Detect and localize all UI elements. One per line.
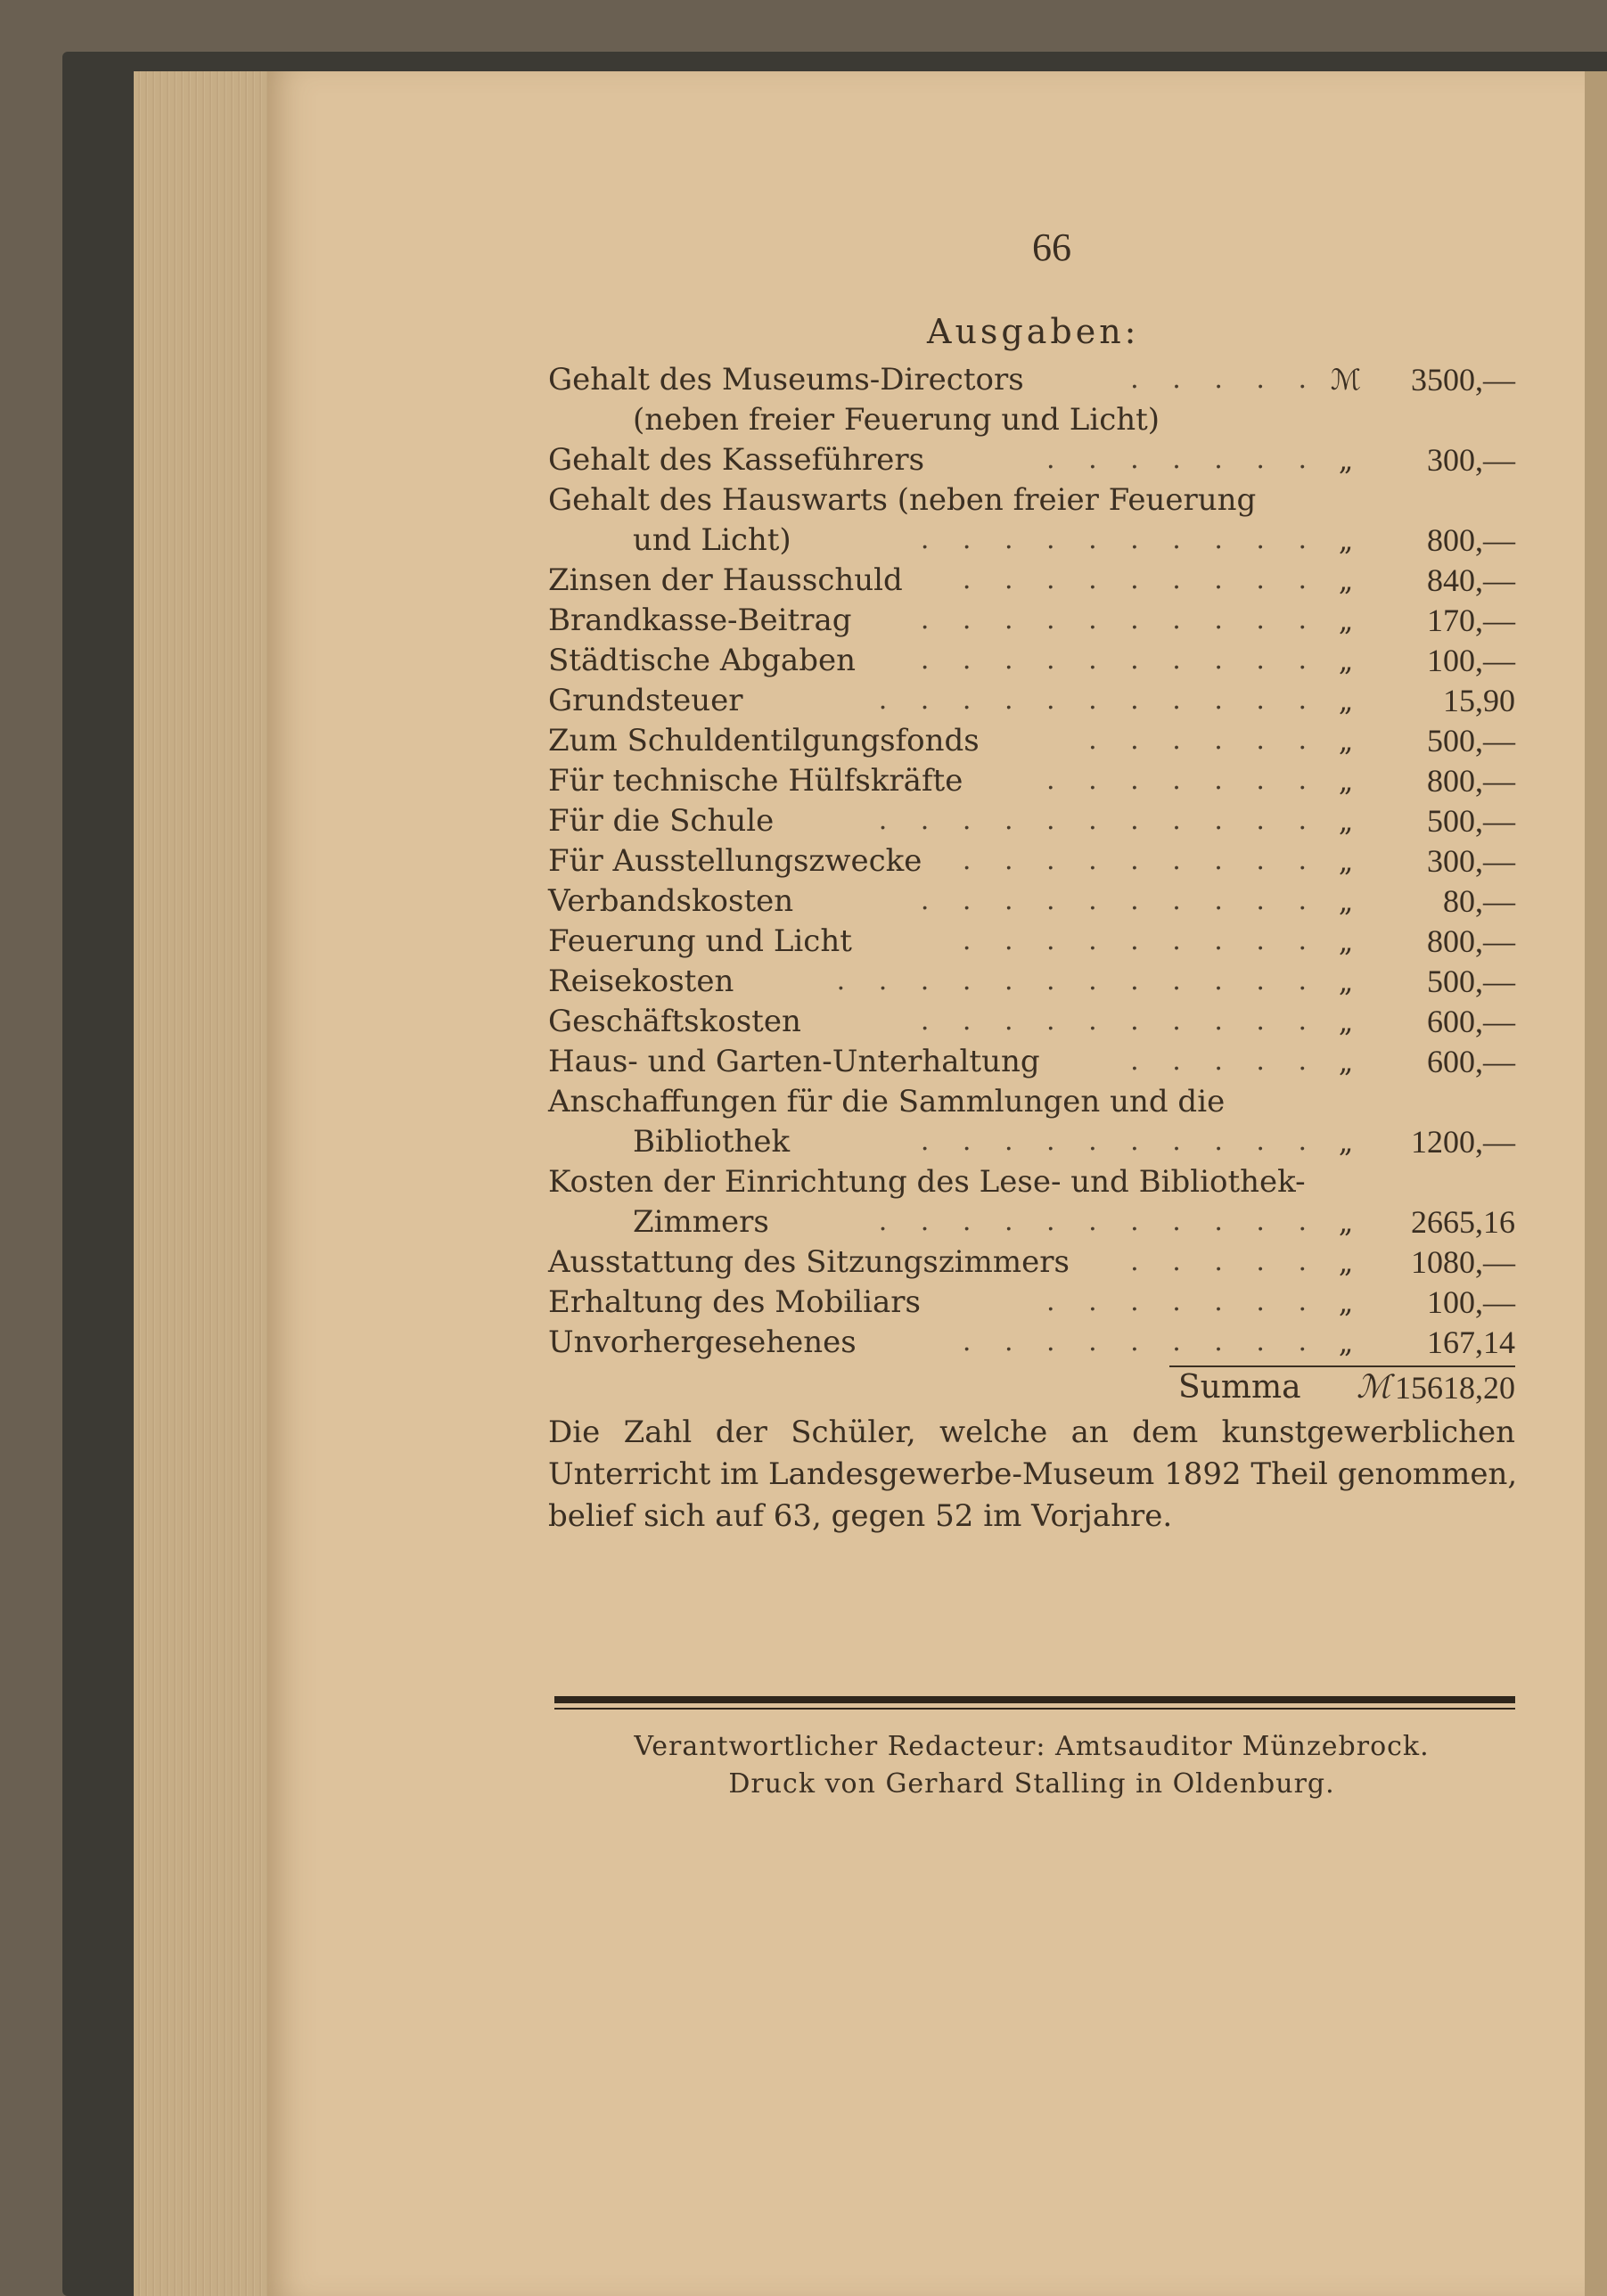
ditto-mark: „ xyxy=(1338,724,1354,758)
expense-amount: 600,— xyxy=(1427,1044,1515,1079)
expense-row: . . . . . . . Erhaltung des Mobiliars „ 100,— xyxy=(548,1284,1515,1320)
page-number: 66 xyxy=(1032,226,1071,269)
expense-label: Kosten der Einrichtung des Lese- und Bibliothek- xyxy=(548,1164,1306,1200)
ditto-mark: „ xyxy=(1338,844,1354,878)
expense-row: . . . . . Ausstattung des Sitzungszimmers „ 1080,— xyxy=(548,1244,1515,1280)
expense-amount: 3500,— xyxy=(1411,362,1515,398)
expense-amount: 1080,— xyxy=(1411,1244,1515,1280)
expense-label: (neben freier Feuerung und Licht) xyxy=(633,402,1160,438)
expense-row: . . . . . Gehalt des Museums-Directors ℳ 3500,— xyxy=(548,362,1515,398)
expense-row: . . . . . . . Für technische Hülfskräfte „ 800,— xyxy=(548,763,1515,799)
expense-amount: 500,— xyxy=(1427,723,1515,758)
expense-row: . . . . . . . . . . und Licht) „ 800,— xyxy=(633,522,1515,558)
expense-row: . . . . . . . . . . Bibliothek „ 1200,— xyxy=(633,1124,1515,1160)
expense-label: Ausstattung des Sitzungszimmers xyxy=(548,1244,1070,1280)
expense-row: . . . . . . . . . . Städtische Abgaben „ 100,— xyxy=(548,643,1515,678)
expense-amount: 167,14 xyxy=(1427,1324,1515,1360)
ditto-mark: „ xyxy=(1338,684,1354,718)
editor-line: Verantwortlicher Redacteur: Amtsauditor Münzebrock. xyxy=(634,1731,1430,1762)
expense-label: Für die Schule xyxy=(548,803,775,839)
total-label: Summa xyxy=(1178,1369,1301,1406)
ditto-mark: „ xyxy=(1338,1205,1354,1239)
expense-row: . . . . . . . . . Für Ausstellungszwecke „ 300,— xyxy=(548,843,1515,879)
ditto-mark: „ xyxy=(1338,563,1354,597)
currency-mark: ℳ xyxy=(1330,363,1362,397)
expense-amount: 100,— xyxy=(1427,643,1515,678)
expense-amount: 600,— xyxy=(1427,1004,1515,1039)
expense-amount: 300,— xyxy=(1427,442,1515,478)
expense-label: Gehalt des Kasseführers xyxy=(548,442,925,478)
expense-label: Feuerung und Licht xyxy=(548,923,852,959)
expense-label: und Licht) xyxy=(633,522,791,558)
expense-label: Haus- und Garten-Unterhaltung xyxy=(548,1044,1040,1079)
expense-label: Unvorhergesehenes xyxy=(548,1324,857,1360)
ditto-mark: „ xyxy=(1338,764,1354,798)
expense-amount: 15,90 xyxy=(1443,683,1515,718)
ditto-mark: „ xyxy=(1338,884,1354,918)
expense-amount: 500,— xyxy=(1427,964,1515,999)
expense-amount: 1200,— xyxy=(1411,1124,1515,1160)
total-amount: 15618,20 xyxy=(1395,1370,1515,1406)
ditto-mark: „ xyxy=(1338,1125,1354,1159)
expense-row: . . . . . . . . . . . . Reisekosten „ 500,— xyxy=(548,964,1515,999)
expense-amount: 500,— xyxy=(1427,803,1515,839)
ditto-mark: „ xyxy=(1338,1045,1354,1078)
expense-row: . . . . . Haus- und Garten-Unterhaltung „ 600,— xyxy=(548,1044,1515,1079)
expense-amount: 300,— xyxy=(1427,843,1515,879)
ditto-mark: „ xyxy=(1338,1285,1354,1319)
expense-label: Verbandskosten xyxy=(548,883,794,919)
expense-label: Grundsteuer xyxy=(548,683,743,718)
paragraph-line: Unterricht im Landesgewerbe-Museum 1892 Theil genommen, xyxy=(548,1456,1518,1492)
expense-label: Geschäftskosten xyxy=(548,1004,801,1039)
paragraph-line: belief sich auf 63, gegen 52 im Vorjahre. xyxy=(548,1498,1173,1534)
expense-row xyxy=(548,1162,1515,1201)
expense-row-continuation xyxy=(548,400,1515,439)
ditto-mark: „ xyxy=(1338,1325,1354,1359)
expense-label: Gehalt des Museums-Directors xyxy=(548,362,1024,398)
expense-row: . . . . . . . Gehalt des Kasseführers „ 300,— xyxy=(548,442,1515,478)
expense-label: Erhaltung des Mobiliars xyxy=(548,1284,921,1320)
expense-row: . . . . . . . . . . Geschäftskosten „ 600,— xyxy=(548,1004,1515,1039)
expense-amount: 800,— xyxy=(1427,522,1515,558)
ditto-mark: „ xyxy=(1338,964,1354,998)
expense-label: Brandkasse-Beitrag xyxy=(548,603,852,638)
ditto-mark: „ xyxy=(1338,644,1354,677)
expense-row: . . . . . . . . . . . Zimmers „ 2665,16 xyxy=(633,1204,1515,1240)
expense-amount: 800,— xyxy=(1427,923,1515,959)
ditto-mark: „ xyxy=(1338,523,1354,557)
expense-amount: 2665,16 xyxy=(1411,1204,1515,1240)
expense-amount: 100,— xyxy=(1427,1284,1515,1320)
expense-row: . . . . . . . . . Unvorhergesehenes „ 167,14 xyxy=(548,1324,1515,1360)
expense-row: . . . . . . . . . . . Für die Schule „ 500,— xyxy=(548,803,1515,839)
ditto-mark: „ xyxy=(1338,603,1354,637)
expense-label: Städtische Abgaben xyxy=(548,643,856,678)
expense-row: . . . . . . . . . . Verbandskosten „ 80,— xyxy=(548,883,1515,919)
expense-row: . . . . . . . . . . . Grundsteuer „ 15,90 xyxy=(548,683,1515,718)
ditto-mark: „ xyxy=(1338,804,1354,838)
footer-rule-thick xyxy=(554,1696,1515,1703)
expense-row xyxy=(548,1082,1515,1121)
expense-row: . . . . . . . . . Zinsen der Hausschuld „ 840,— xyxy=(548,562,1515,598)
expense-label: Gehalt des Hauswarts (neben freier Feuerung xyxy=(548,482,1257,518)
printer-line: Druck von Gerhard Stalling in Oldenburg. xyxy=(728,1768,1335,1800)
ditto-mark: „ xyxy=(1338,443,1354,477)
expense-row: . . . . . . . . . Feuerung und Licht „ 800,— xyxy=(548,923,1515,959)
expense-label: Für Ausstellungszwecke xyxy=(548,843,922,879)
expense-label: Zum Schuldentilgungsfonds xyxy=(548,723,980,758)
expense-amount: 800,— xyxy=(1427,763,1515,799)
expense-label: Reisekosten xyxy=(548,964,734,999)
ditto-mark: „ xyxy=(1338,1004,1354,1038)
expense-amount: 840,— xyxy=(1427,562,1515,598)
total-currency: ℳ xyxy=(1357,1369,1391,1406)
ditto-mark: „ xyxy=(1338,1245,1354,1279)
expense-amount: 80,— xyxy=(1443,883,1515,919)
expense-amount: 170,— xyxy=(1427,603,1515,638)
expense-row: . . . . . . Zum Schuldentilgungsfonds „ 500,— xyxy=(548,723,1515,758)
total-row xyxy=(1168,1366,1515,1409)
footer-rule-thin xyxy=(554,1708,1515,1710)
paragraph-line: Die Zahl der Schüler, welche an dem kunstgewerblichen xyxy=(548,1414,1515,1450)
section-heading: Ausgaben: xyxy=(927,312,1140,351)
expense-row: . . . . . . . . . . Brandkasse-Beitrag „ 170,— xyxy=(548,603,1515,638)
ditto-mark: „ xyxy=(1338,924,1354,958)
expense-label: Zimmers xyxy=(633,1204,769,1240)
expense-label: Für technische Hülfskräfte xyxy=(548,763,963,799)
expense-label: Zinsen der Hausschuld xyxy=(548,562,903,598)
expense-label: Bibliothek xyxy=(633,1124,791,1160)
expense-row xyxy=(548,480,1515,520)
expense-label: Anschaffungen für die Sammlungen und die xyxy=(548,1084,1226,1119)
